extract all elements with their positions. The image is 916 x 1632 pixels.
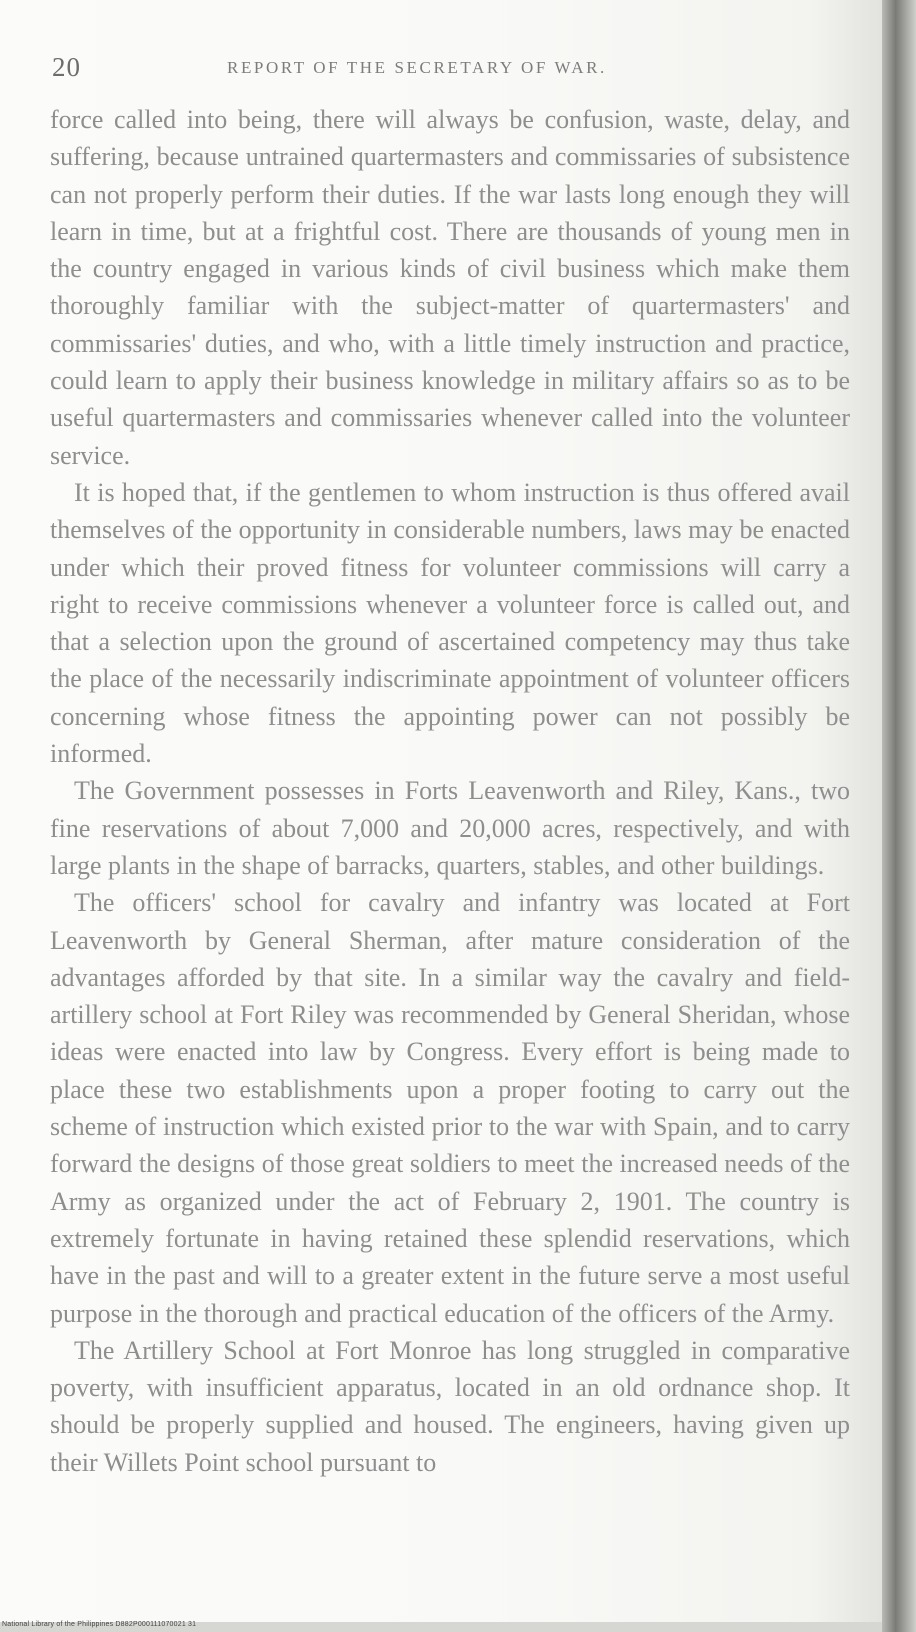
page-edge-shadow [882, 0, 916, 1632]
scan-credit: National Library of the Philippines D882P000111070021 31 [2, 1621, 197, 1628]
running-head: REPORT OF THE SECRETARY OF WAR. [227, 58, 607, 77]
body-text [50, 101, 850, 1481]
paragraph-volunteer-commissions: It is hoped that, if the gentlemen to whom instruction is thus offered avail themselves of the opportunity in considerable numbers, laws may be enacted under which their proved fitness for volunteer commissions will carry a right to receive commissions whenever a volunteer force is called out, and that a selection upon the ground of ascertained competency may thus take the place of the necessarily indiscriminate appointment of volunteer officers concerning whose fitness the appointing power can not possibly be informed. [50, 477, 850, 769]
paragraph-artillery-school: The Artillery School at Fort Monroe has long struggled in comparative poverty, with insufficient apparatus, located in an old ordnance shop. It should be properly supplied and housed. The engineers, having given up their Willets Point school pursuant to [50, 1335, 850, 1477]
page-number: 20 [52, 52, 81, 82]
paragraph-officers-school: The officers' school for cavalry and infantry was located at Fort Leavenworth by General Sherman, after mature consideration of the advantages afforded by that site. In a similar way the cavalry and field-artillery school at Fort Riley was recommended by General Sheridan, whose ideas were enacted into law by Congress. Every effort is being made to place these two establishments upon a proper footing to carry out the scheme of instruction which existed prior to the war with Spain, and to carry forward the designs of those great soldiers to meet the increased needs of the Army as organized under the act of February 2, 1901. The country is extremely fortunate in having retained these splendid reservations, which have in the past and will to a greater extent in the future serve a most useful purpose in the thorough and practical education of the officers of the Army. [50, 888, 850, 1328]
paragraph-forts-reservations: The Government possesses in Forts Leavenworth and Riley, Kans., two fine reservations of about 7,000 and 20,000 acres, respectively, and with large plants in the shape of barracks, quarters, stables, and other buildings. [50, 776, 850, 880]
page-header [52, 52, 852, 88]
paragraph-continued: force called into being, there will always be confusion, waste, delay, and suffering, because untrained quartermasters and commissaries of subsistence can not properly perform their duties. If the war lasts long enough they will learn in time, but at a frightful cost. There are thousands of young men in the country engaged in various kinds of civil business which make them thoroughly familiar with the subject-matter of quartermasters' and commissaries' duties, and who, with a little timely instruction and practice, could learn to apply their business knowledge in military affairs so as to be useful quartermasters and commissaries whenever called into the volunteer service. [50, 105, 850, 470]
